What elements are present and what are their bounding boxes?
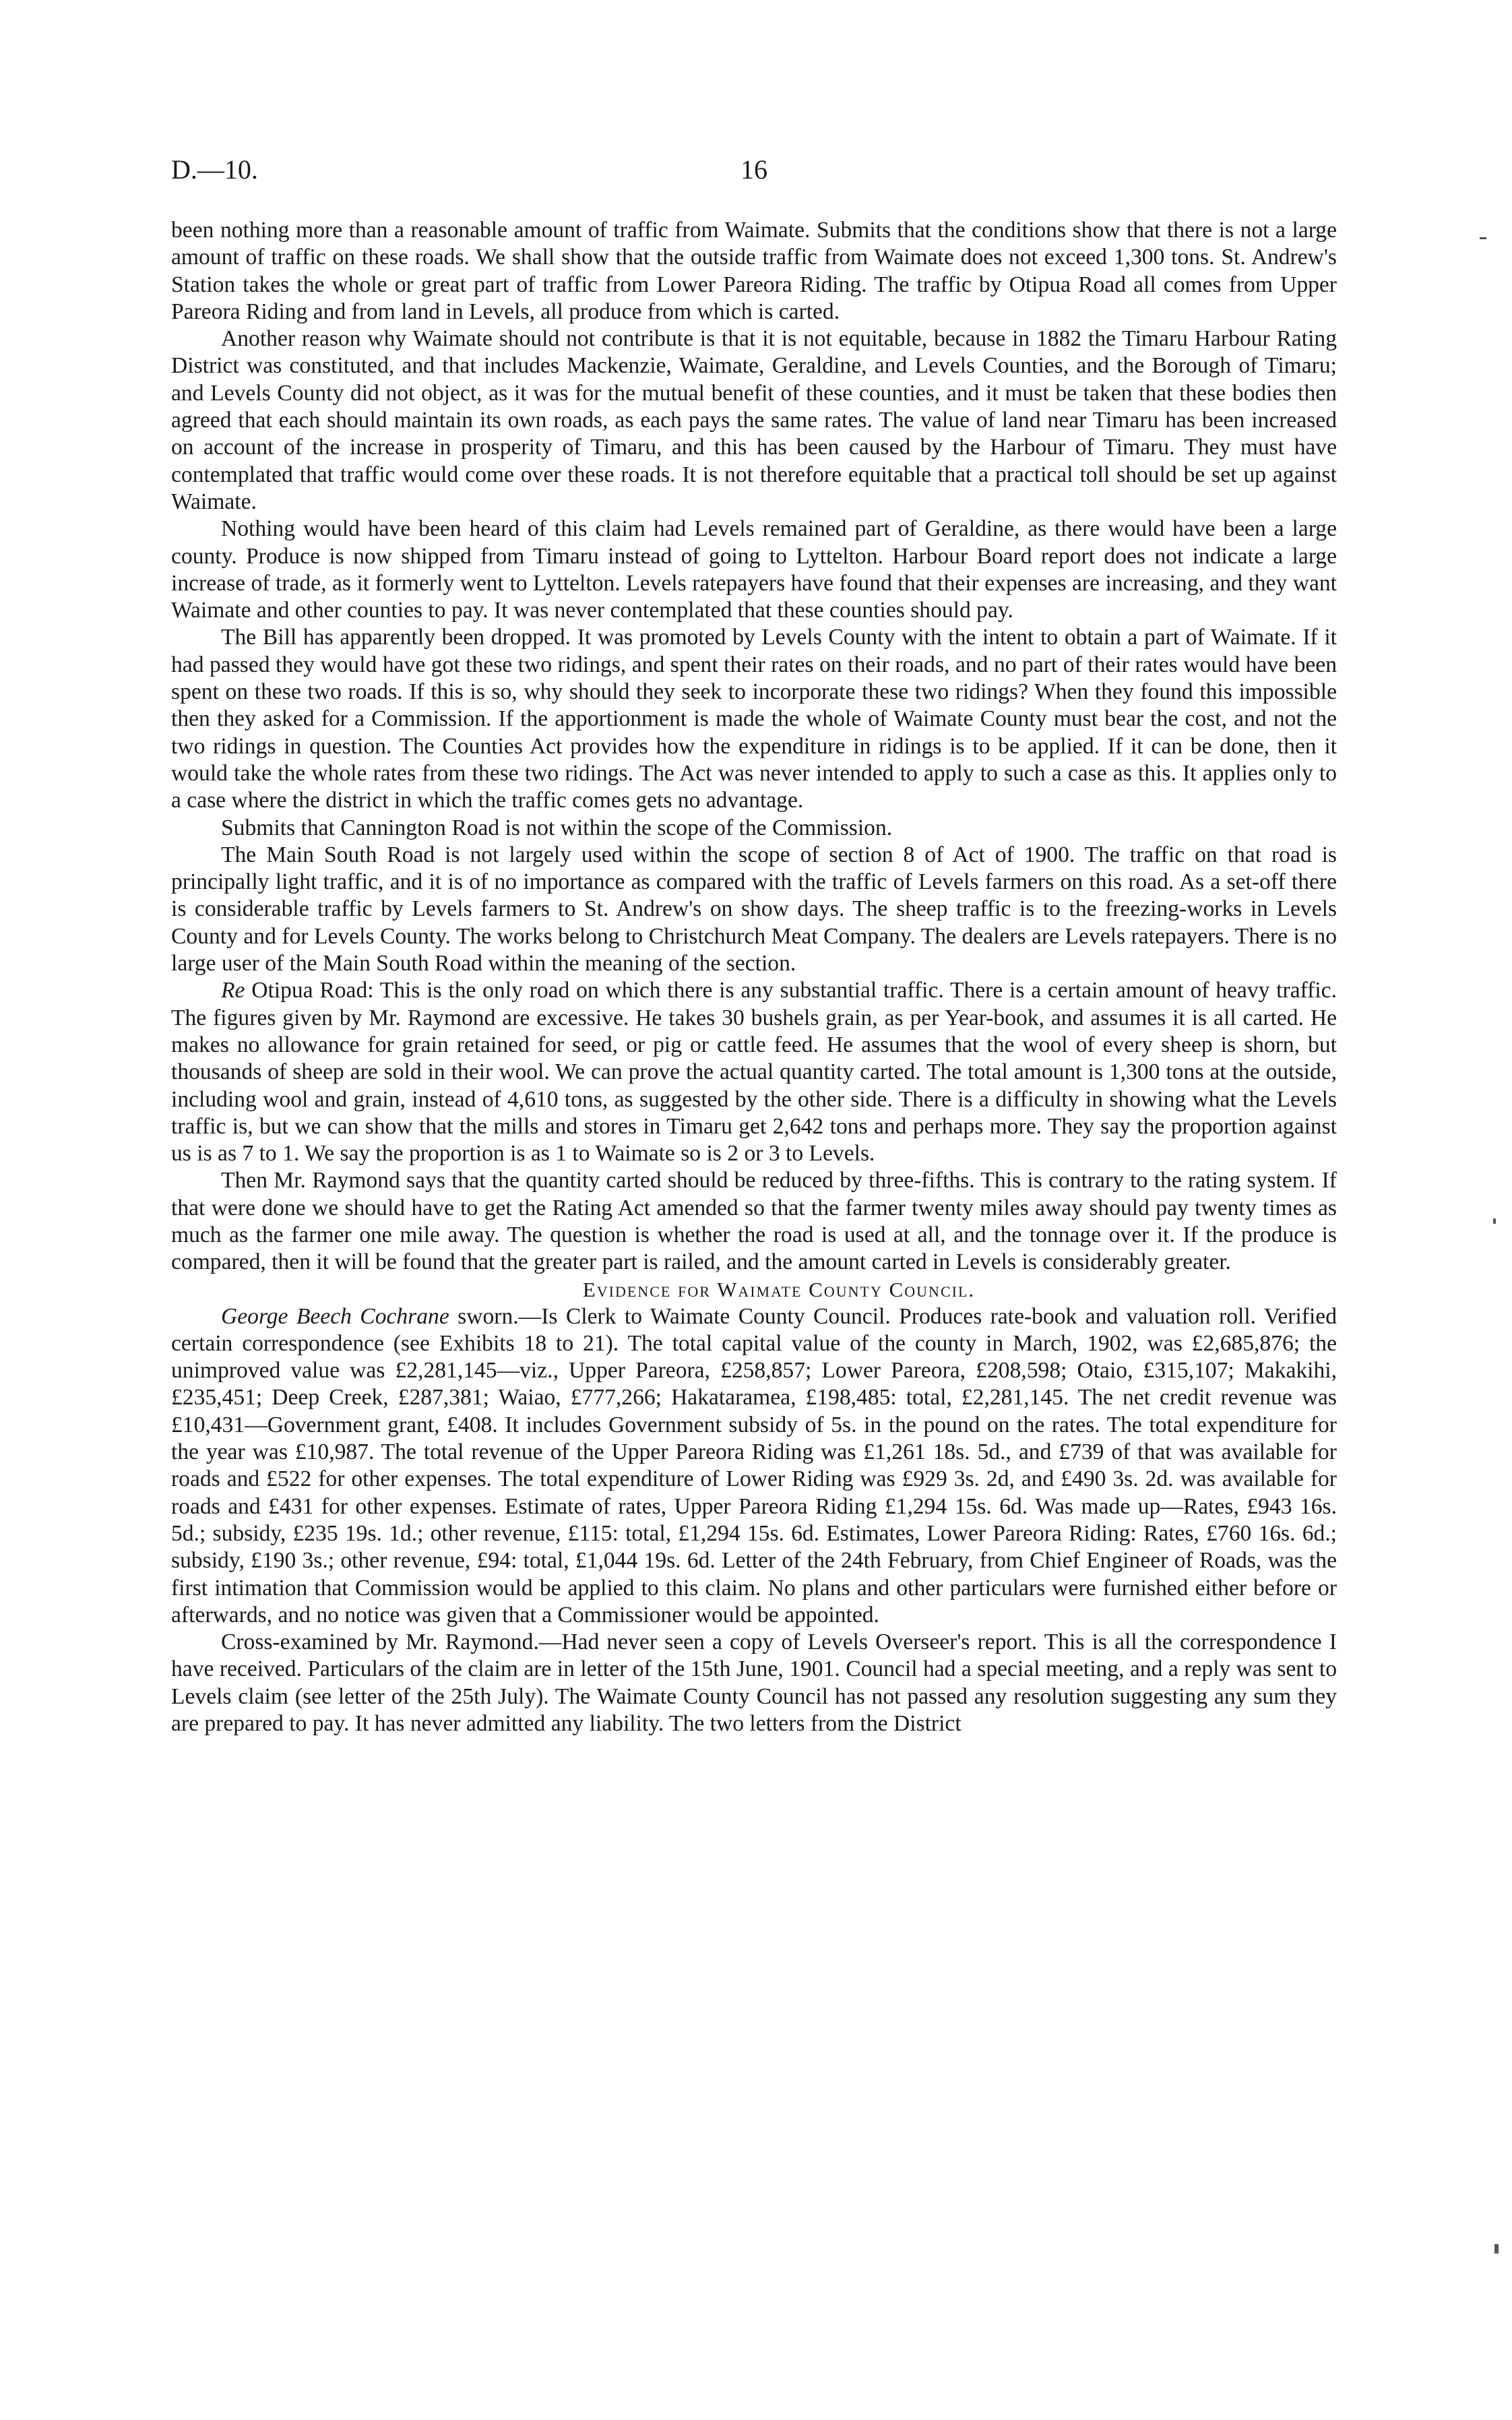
paragraph: Nothing would have been heard of this claim had Levels remained part of Geraldine, as there would have been a large county. Produce is now shipped from Timaru instead of going to Lyttelton. Harbour Board report does not indicate a large increase of trade, as it formerly went to Lyttelton. Levels ratepayers have found that their expenses are increasing, and they want Waimate and other counties to pay. It was never contemplated that these counties should pay. [171, 516, 1337, 623]
paragraph: The Main South Road is not largely used within the scope of section 8 of Act of 1900. The traffic on that road is principally light traffic, and it is of no importance as compared with the traffic of Levels farmers on this road. As a set-off there is considerable traffic by Levels farmers to St. Andrew's on show days. The sheep traffic is to the freezing-works in Levels County and for Levels County. The works belong to Christchurch Meat Company. The dealers are Levels ratepayers. There is no large user of the Main South Road within the meaning of the section. [171, 842, 1337, 976]
page-header [171, 150, 1337, 190]
witness-name: George Beech Cochrane [221, 1303, 449, 1329]
document-body [171, 217, 1337, 1737]
paragraph: The Bill has apparently been dropped. It was promoted by Levels County with the intent to obtain a part of Waimate. If it had passed they would have got these two ridings, and spent their rates on their roads, and no part of their rates would have been spent on these two roads. If this is so, why should they seek to incorporate these two ridings? When they found this impossible then they asked for a Commission. If the apportionment is made the whole of Waimate County must bear the cost, and not the two ridings in question. The Counties Act provides how the expenditure in ridings is to be applied. If it can be done, then it would take the whole rates from these two ridings. The Act was never intended to apply to such a case as this. It applies only to a case where the district in which the traffic comes gets no advantage. [171, 625, 1337, 813]
paragraph: Another reason why Waimate should not contribute is that it is not equitable, because in 1882 the Timaru Harbour Rating District was constituted, and that includes Mackenzie, Waimate, Geraldine, and Levels Counties, and the Borough of Timaru; and Levels County did not object, as it was for the mutual benefit of these counties, and it must be taken that these bodies then agreed that each should maintain its own roads, as each pays the same rates. The value of land near Timaru has been increased on account of the increase in prosperity of Timaru, and this has been caused by the Harbour of Timaru. They must have contemplated that traffic would come over these roads. It is not therefore equitable that a practical toll should be set up against Waimate. [171, 326, 1337, 514]
margin-mark [1494, 2244, 1499, 2254]
paragraph: been nothing more than a reasonable amount of traffic from Waimate. Submits that the conditions show that there is not a large amount of traffic on these roads. We shall show that the outside traffic from Waimate does not exceed 1,300 tons. St. Andrew's Station takes the whole or great part of traffic from Lower Pareora Riding. The traffic by Otipua Road all comes from Upper Pareora Riding and from land in Levels, all produce from which is carted. [171, 218, 1337, 324]
margin-mark [1493, 1218, 1496, 1224]
paragraph: Then Mr. Raymond says that the quantity carted should be reduced by three-fifths. This is contrary to the rating system. If that were done we should have to get the Rating Act amended so that the farmer twenty miles away should pay twenty times as much as the farmer one mile away. The question is whether the road is used at all, and the tonnage over it. If the produce is compared, then it will be found that the greater part is railed, and the amount carted in Levels is considerably greater. [171, 1168, 1337, 1275]
paragraph: Re Otipua Road: This is the only road on which there is any substantial traffic. There is a certain amount of heavy traffic. The figures given by Mr. Raymond are excessive. He takes 30 bushels grain, as per Year-book, and assumes it is all carted. He makes no allowance for grain retained for seed, or pig or cattle feed. He assumes that the wool of every sheep is shorn, but thousands of sheep are sold in their wool. We can prove the actual quantity carted. The total amount is 1,300 tons at the outside, including wool and grain, instead of 4,610 tons, as suggested by the other side. There is a difficulty in showing what the Levels traffic is, but we can show that the mills and stores in Timaru get 2,642 tons and perhaps more. They say the proportion against us is as 7 to 1. We say the proportion is as 1 to Waimate so is 2 or 3 to Levels. [171, 978, 1337, 1167]
paragraph-lead: Re [221, 978, 245, 1003]
evidence-paragraph: George Beech Cochrane sworn.—Is Clerk to Waimate County Council. Produces rate-book and valuation roll. Verified certain correspondence (see Exhibits 18 to 21). The total capital value of the county in March, 1902, was £2,685,876; the unimproved value was £2,281,145—viz., Upper Pareora, £258,857; Lower Pareora, £208,598; Otaio, £315,107; Makakihi, £235,451; Deep Creek, £287,381; Waiao, £777,266; Hakataramea, £198,485: total, £2,281,145. The net credit revenue was £10,431—Government grant, £408. It includes Government subsidy of 5s. in the pound on the rates. The total expenditure for the year was £10,987. The total revenue of the Upper Pareora Riding was £1,261 18s. 5d., and £739 of that was available for roads and £522 for other expenses. The total expenditure of Lower Riding was £929 3s. 2d, and £490 3s. 2d. was available for roads and £431 for other expenses. Estimate of rates, Upper Pareora Riding £1,294 15s. 6d. Was made up—Rates, £943 16s. 5d.; subsidy, £235 19s. 1d.; other revenue, £115: total, £1,294 15s. 6d. Estimates, Lower Pareora Riding: Rates, £760 16s. 6d.; subsidy, £190 3s.; other revenue, £94: total, £1,044 19s. 6d. Letter of the 24th February, from Chief Engineer of Roads, was the first intimation that Commission would be applied to this claim. No plans and other particulars were furnished either before or afterwards, and no notice was given that a Commissioner would be appointed. [171, 1303, 1337, 1627]
section-heading: Evidence for Waimate County Council. [582, 1277, 976, 1301]
paragraph: Submits that Cannington Road is not within the scope of the Commission. [221, 815, 893, 840]
document-reference: D.—10. [171, 154, 258, 185]
evidence-paragraph: Cross-examined by Mr. Raymond.—Had never seen a copy of Levels Overseer's report. This is all the correspondence I have received. Particulars of the claim are in letter of the 15th June, 1901. Council had a special meeting, and a reply was sent to Levels claim (see letter of the 25th July). The Waimate County Council has not passed any resolution suggesting any sum they are prepared to pay. It has never admitted any liability. The two letters from the District [171, 1630, 1337, 1737]
margin-mark [1480, 237, 1486, 239]
page-number: 16 [741, 154, 767, 185]
